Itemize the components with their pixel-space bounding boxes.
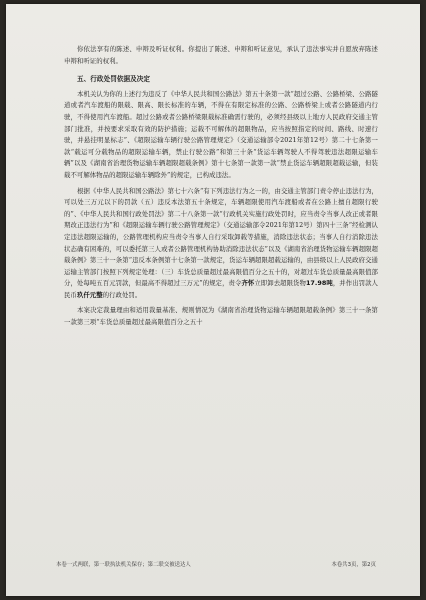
page-footer xyxy=(56,560,376,568)
penalty-paragraph xyxy=(64,186,378,302)
penalty-text-2: 立即卸去超限货物 xyxy=(254,279,306,288)
section-heading: 五、行政处罚依据及决定 xyxy=(77,75,151,84)
footer-page-number: 本卷共3页，第2页 xyxy=(331,562,376,568)
handwritten-amount: 玖仟元整 xyxy=(76,290,103,299)
handwritten-weight: 17.98吨 xyxy=(305,279,333,288)
violation-paragraph: 本机关认为你的上述行为违反了《中华人民共和国公路法》第五十条第一款“超过公路、公路桥梁、公路隧道或者汽车渡船的限载、限高、限长标准的车辆，不得在有限定标准的公路、公路桥梁上或者公路隧道内行驶，不得使用汽车渡船。超过公路或者公路桥梁限载标准确需行驶的，必须经县级以上地方人民政府交通主管部门批准，并按要求采取有效的防护措施；运载不可解体的超限物品，应当按照指定的时间、路线、时速行驶，并悬挂明显标志”、《超限运输车辆行驶公路管理规定》（交通运输部令2021年第12号）第二十七条第一款“载运可分载物品的超限运输车辆，禁止行驶公路”和第三十条“货运车辆驾驶人不得驾驶违法超限运输车辆”以及《湖南省治理货物运输车辆超限超载条例》第十七条第一款第一款“禁止货运车辆超限超载运输，但装载不可解体物品的超限运输车辆除外”的规定，已构成违法。 xyxy=(64,89,378,179)
document-page xyxy=(6,4,420,596)
footer-copies-note: 本卷一式两联，第一联执法机关保存；第二联交被送达人 xyxy=(56,562,191,568)
penalty-text-4: 的行政处罚。 xyxy=(102,290,142,299)
penalty-text-3: ，并作出罚款人民币 xyxy=(64,279,378,299)
penalty-text-1: 根据《中华人民共和国公路法》第七十六条“有下列违法行为之一的，由交通主管部门责令停止违法行为，可以处三万元以下的罚款（五）违反本法第五十条规定，车辆超限使用汽车渡船或者在公路上擅自超限行驶的”、《中华人民共和国行政处罚法》第二十八条第一款“行政机关实施行政处罚时，应当责令当事人改正或者限期改正违法行为”和《超限运输车辆行驶公路管理规定》（交通运输部令2021年第12号）第四十三条“经检测认定违法超限运输的，公路管理机构应当责令当事人自行采取卸载等措施，消除违法状态；当事人自行消除违法状态确有困难的，可以委托第三人或者公路管理机构协助消除违法状态”以及《湖南省治理货物运输车辆超限超载条例》第三十一条第“违反本条例第十七条第一款规定，货运车辆超限超载运输的，由县级以上人民政府交通运输主管部门按照下列规定处理：（三）车货总质量超过最高限值百分之五十的，对超过车货总质量最高限值部分，处每吨五百元罚款，但最高不得超过三万元”的规定，责令 xyxy=(64,186,378,288)
discretion-paragraph: 本案决定裁量理由和适用裁量基准、规则情况为《湖南省治理货物运输车辆超限超载条例》第三十一条第一款第三项“车货总质量超过最高限值百分之五十 xyxy=(64,306,378,327)
handwritten-name: 齐怀 xyxy=(241,279,255,288)
intro-paragraph: 你依法享有的陈述、申辩及听证权利。你提出了陈述、申辩和听证意见，承认了违法事实并自愿放弃陈述申辩和听证的权利。 xyxy=(64,45,378,65)
document-body xyxy=(64,44,378,329)
